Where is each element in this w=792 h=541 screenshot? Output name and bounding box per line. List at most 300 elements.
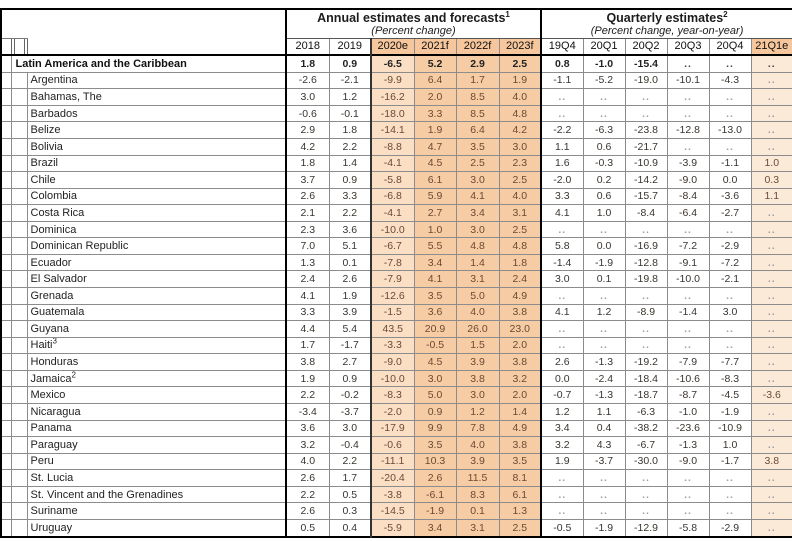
quarterly-value-cell: .. — [751, 403, 792, 420]
column-header-2020e: 2020e — [371, 38, 414, 55]
row-label: Barbados — [30, 107, 78, 120]
quarterly-value-cell: -16.9 — [625, 238, 667, 255]
indent-cell — [11, 155, 27, 172]
annual-value-cell: 2.4 — [286, 271, 329, 288]
annual-value-cell: 4.1 — [456, 188, 499, 205]
annual-value-cell: 4.0 — [499, 188, 541, 205]
quarterly-value-cell: .. — [709, 221, 751, 238]
quarterly-value-cell: -5.8 — [667, 519, 709, 537]
quarterly-value-cell: .. — [541, 221, 583, 238]
quarterly-value-cell: 5.8 — [541, 238, 583, 255]
annual-value-cell: -2.0 — [371, 403, 414, 420]
annual-value-cell: 6.4 — [414, 72, 456, 89]
quarterly-value-cell: -2.7 — [709, 205, 751, 222]
quarterly-value-cell: .. — [667, 470, 709, 487]
annual-value-cell: 1.0 — [414, 221, 456, 238]
quarterly-value-cell: 3.2 — [541, 437, 583, 454]
quarterly-value-cell: .. — [583, 503, 625, 520]
outline-gutter-cell — [1, 172, 11, 189]
row-label: Paraguay — [30, 438, 78, 451]
column-header-20Q1: 20Q1 — [583, 38, 625, 55]
country-row — [1, 437, 792, 454]
quarterly-value-cell: 3.4 — [541, 420, 583, 437]
quarterly-value-cell: 0.1 — [583, 271, 625, 288]
annual-value-cell: 0.5 — [329, 486, 371, 503]
row-label: Latin America and the Caribbean — [15, 57, 187, 70]
annual-value-cell: 3.0 — [456, 387, 499, 404]
quarterly-value-cell: -1.3 — [667, 437, 709, 454]
annual-value-cell: 0.9 — [329, 172, 371, 189]
indent-cell — [11, 387, 27, 404]
quarterly-value-cell: 0.2 — [583, 172, 625, 189]
annual-value-cell: 3.0 — [456, 221, 499, 238]
quarterly-value-cell: -21.7 — [625, 138, 667, 155]
quarterly-value-cell: .. — [583, 288, 625, 305]
quarterly-value-cell: .. — [541, 486, 583, 503]
annual-value-cell: 3.4 — [414, 519, 456, 537]
quarterly-value-cell: -1.4 — [541, 254, 583, 271]
quarterly-value-cell: -38.2 — [625, 420, 667, 437]
outline-gutter-cell — [1, 205, 11, 222]
quarterly-value-cell: -8.4 — [667, 188, 709, 205]
quarterly-value-cell: .. — [583, 89, 625, 106]
annual-value-cell: -3.3 — [371, 337, 414, 354]
country-name — [27, 354, 286, 371]
quarterly-value-cell: .. — [667, 221, 709, 238]
annual-section-header — [286, 9, 541, 38]
country-row — [1, 486, 792, 503]
outline-gutter-band — [1, 9, 27, 38]
annual-value-cell: 2.9 — [286, 122, 329, 139]
country-row — [1, 321, 792, 338]
indent-cell — [11, 420, 27, 437]
quarterly-value-cell: -8.7 — [667, 387, 709, 404]
quarterly-value-cell: .. — [667, 503, 709, 520]
row-label: Panama — [30, 422, 72, 435]
quarterly-value-cell: -6.7 — [625, 437, 667, 454]
indent-cell — [11, 470, 27, 487]
quarterly-value-cell: -9.0 — [667, 172, 709, 189]
quarterly-value-cell: 3.0 — [541, 271, 583, 288]
row-label: Brazil — [30, 157, 59, 170]
annual-value-cell: 9.9 — [414, 420, 456, 437]
annual-value-cell: 2.2 — [329, 453, 371, 470]
quarterly-value-cell: .. — [751, 55, 792, 72]
quarterly-value-cell: .. — [709, 55, 751, 72]
country-row — [1, 138, 792, 155]
quarterly-value-cell: .. — [751, 105, 792, 122]
annual-value-cell: 3.1 — [499, 205, 541, 222]
annual-value-cell: 1.7 — [286, 337, 329, 354]
annual-value-cell: 2.6 — [286, 470, 329, 487]
country-name — [27, 188, 286, 205]
country-name — [27, 321, 286, 338]
annual-value-cell: 3.3 — [329, 188, 371, 205]
indent-cell — [11, 486, 27, 503]
outline-gutter-cell — [1, 387, 11, 404]
annual-value-cell: -6.8 — [371, 188, 414, 205]
annual-value-cell: 2.6 — [286, 188, 329, 205]
quarterly-value-cell: 1.0 — [751, 155, 792, 172]
country-row — [1, 205, 792, 222]
quarterly-value-cell: 3.8 — [751, 453, 792, 470]
row-label: Belize — [30, 124, 61, 137]
column-header-2018: 2018 — [286, 38, 329, 55]
country-name — [27, 89, 286, 106]
quarterly-value-cell: .. — [541, 105, 583, 122]
quarterly-value-cell: .. — [751, 122, 792, 139]
indent-cell — [11, 89, 27, 106]
quarterly-value-cell: -7.7 — [709, 354, 751, 371]
indent-cell — [11, 271, 27, 288]
indent-cell — [11, 138, 27, 155]
annual-value-cell: 1.2 — [456, 403, 499, 420]
quarterly-value-cell: .. — [751, 354, 792, 371]
row-label: Ecuador — [30, 256, 72, 269]
quarterly-value-cell: -1.9 — [583, 254, 625, 271]
indent-cell — [11, 453, 27, 470]
annual-value-cell: -1.5 — [371, 304, 414, 321]
quarterly-value-cell: -10.6 — [667, 370, 709, 387]
annual-value-cell: 23.0 — [499, 321, 541, 338]
indent-cell — [11, 238, 27, 255]
annual-value-cell: 3.9 — [456, 453, 499, 470]
quarterly-value-cell: .. — [709, 138, 751, 155]
annual-value-cell: 5.9 — [414, 188, 456, 205]
annual-value-cell: 0.4 — [329, 519, 371, 537]
annual-value-cell: 4.1 — [414, 271, 456, 288]
country-row — [1, 503, 792, 520]
quarterly-value-cell: .. — [541, 288, 583, 305]
outline-gutter-cell — [1, 72, 11, 89]
quarterly-value-cell: .. — [625, 89, 667, 106]
row-label: Guatemala — [30, 306, 85, 319]
quarterly-value-cell: .. — [709, 288, 751, 305]
quarterly-value-cell: 0.0 — [583, 238, 625, 255]
outline-gutter-cell — [1, 453, 11, 470]
country-name — [27, 337, 286, 354]
country-row — [1, 221, 792, 238]
annual-value-cell: 1.8 — [286, 55, 329, 72]
country-row — [1, 122, 792, 139]
annual-value-cell: 1.9 — [499, 72, 541, 89]
quarterly-value-cell: .. — [751, 238, 792, 255]
annual-value-cell: -11.1 — [371, 453, 414, 470]
quarterly-value-cell: .. — [541, 89, 583, 106]
quarterly-value-cell: .. — [667, 138, 709, 155]
annual-value-cell: 4.9 — [499, 288, 541, 305]
quarterly-value-cell: .. — [751, 72, 792, 89]
quarterly-value-cell: .. — [709, 470, 751, 487]
annual-value-cell: 1.7 — [456, 72, 499, 89]
indent-cell — [11, 403, 27, 420]
row-label: Jamaica — [30, 372, 72, 385]
quarterly-value-cell: -4.5 — [709, 387, 751, 404]
annual-value-cell: 4.2 — [286, 138, 329, 155]
annual-value-cell: -0.1 — [329, 105, 371, 122]
country-row — [1, 72, 792, 89]
annual-value-cell: -7.8 — [371, 254, 414, 271]
quarterly-value-cell: .. — [709, 105, 751, 122]
annual-value-cell: 8.5 — [456, 105, 499, 122]
country-row — [1, 105, 792, 122]
quarterly-value-cell: -1.7 — [709, 453, 751, 470]
country-name — [27, 238, 286, 255]
quarterly-value-cell: -2.0 — [541, 172, 583, 189]
row-label: Grenada — [30, 289, 74, 302]
annual-value-cell: -6.7 — [371, 238, 414, 255]
indent-cell — [11, 205, 27, 222]
quarterly-value-cell: -13.0 — [709, 122, 751, 139]
quarterly-value-cell: 1.2 — [541, 403, 583, 420]
outline-gutter-cell — [1, 370, 11, 387]
quarterly-value-cell: -7.2 — [667, 238, 709, 255]
annual-value-cell: 1.9 — [329, 288, 371, 305]
quarterly-value-cell: .. — [625, 470, 667, 487]
indent-cell — [11, 188, 27, 205]
quarterly-value-cell: 4.3 — [583, 437, 625, 454]
annual-value-cell: 3.4 — [456, 205, 499, 222]
quarterly-value-cell: .. — [751, 89, 792, 106]
quarterly-value-cell: .. — [751, 304, 792, 321]
annual-value-cell: 2.2 — [286, 486, 329, 503]
quarterly-value-cell: -9.1 — [667, 254, 709, 271]
country-name — [27, 72, 286, 89]
annual-value-cell: 0.3 — [329, 503, 371, 520]
country-name — [27, 503, 286, 520]
quarterly-value-cell: 4.1 — [541, 304, 583, 321]
annual-value-cell: 4.2 — [499, 122, 541, 139]
quarterly-value-cell: -12.9 — [625, 519, 667, 537]
annual-value-cell: -5.9 — [371, 519, 414, 537]
quarterly-value-cell: .. — [625, 221, 667, 238]
quarterly-value-cell: .. — [751, 370, 792, 387]
quarterly-value-cell: -14.2 — [625, 172, 667, 189]
outline-gutter-cell — [1, 271, 11, 288]
annual-value-cell: 2.2 — [329, 138, 371, 155]
annual-value-cell: 1.8 — [329, 122, 371, 139]
annual-value-cell: 4.8 — [499, 105, 541, 122]
quarterly-value-cell: -3.6 — [751, 387, 792, 404]
outline-gutter-cell — [1, 221, 11, 238]
annual-value-cell: 0.9 — [329, 55, 371, 72]
annual-value-cell: -0.4 — [329, 437, 371, 454]
annual-value-cell: -14.1 — [371, 122, 414, 139]
country-name — [27, 138, 286, 155]
quarterly-value-cell: .. — [751, 254, 792, 271]
quarterly-value-cell: -18.4 — [625, 370, 667, 387]
quarterly-value-cell: -12.8 — [625, 254, 667, 271]
annual-value-cell: -14.5 — [371, 503, 414, 520]
annual-value-cell: 1.8 — [286, 155, 329, 172]
country-row — [1, 155, 792, 172]
quarterly-value-cell: .. — [667, 321, 709, 338]
annual-value-cell: 2.6 — [286, 503, 329, 520]
annual-value-cell: 6.4 — [456, 122, 499, 139]
outline-gutter-cell — [1, 437, 11, 454]
annual-value-cell: 10.3 — [414, 453, 456, 470]
outline-gutter-cell — [1, 288, 11, 305]
column-header-2022f: 2022f — [456, 38, 499, 55]
quarterly-value-cell: .. — [709, 321, 751, 338]
column-header-20Q3: 20Q3 — [667, 38, 709, 55]
quarterly-value-cell: .. — [541, 321, 583, 338]
quarterly-value-cell: 0.8 — [541, 55, 583, 72]
quarterly-value-cell: -2.2 — [541, 122, 583, 139]
annual-value-cell: 2.3 — [286, 221, 329, 238]
country-row — [1, 354, 792, 371]
annual-value-cell: 4.0 — [286, 453, 329, 470]
annual-value-cell: 2.7 — [329, 354, 371, 371]
annual-value-cell: 4.8 — [499, 238, 541, 255]
country-name — [27, 205, 286, 222]
quarterly-value-cell: -6.4 — [667, 205, 709, 222]
quarterly-value-cell: .. — [625, 337, 667, 354]
annual-value-cell: 2.0 — [414, 89, 456, 106]
country-row — [1, 172, 792, 189]
country-row — [1, 238, 792, 255]
outline-gutter-cell — [1, 105, 11, 122]
annual-value-cell: -3.8 — [371, 486, 414, 503]
outline-gutter-cell — [1, 238, 11, 255]
annual-value-cell: 2.2 — [329, 205, 371, 222]
indent-cell — [11, 437, 27, 454]
annual-value-cell: 3.6 — [286, 420, 329, 437]
quarterly-value-cell: .. — [625, 321, 667, 338]
annual-value-cell: 3.6 — [414, 304, 456, 321]
quarterly-value-cell: .. — [709, 89, 751, 106]
country-name — [27, 122, 286, 139]
annual-value-cell: 3.8 — [286, 354, 329, 371]
annual-value-cell: 4.0 — [456, 437, 499, 454]
annual-value-cell: 4.9 — [499, 420, 541, 437]
quarterly-value-cell: -0.5 — [541, 519, 583, 537]
annual-value-cell: 2.4 — [499, 271, 541, 288]
quarterly-value-cell: .. — [751, 337, 792, 354]
quarterly-value-cell: .. — [751, 437, 792, 454]
country-name — [27, 172, 286, 189]
annual-value-cell: 0.5 — [286, 519, 329, 537]
quarterly-value-cell: -1.9 — [583, 519, 625, 537]
annual-value-cell: 2.0 — [499, 387, 541, 404]
quarterly-value-cell: .. — [667, 105, 709, 122]
quarterly-value-cell: 0.3 — [751, 172, 792, 189]
annual-value-cell: 3.6 — [329, 221, 371, 238]
country-name — [27, 155, 286, 172]
quarterly-value-cell: .. — [667, 55, 709, 72]
quarterly-value-cell: -3.7 — [583, 453, 625, 470]
country-row — [1, 188, 792, 205]
outline-gutter-cell — [1, 55, 11, 72]
country-row — [1, 254, 792, 271]
annual-value-cell: -8.8 — [371, 138, 414, 155]
annual-value-cell: 2.6 — [329, 271, 371, 288]
cropped-text-strip — [0, 0, 792, 8]
quarterly-value-cell: .. — [667, 337, 709, 354]
annual-value-cell: 3.3 — [414, 105, 456, 122]
country-row — [1, 470, 792, 487]
country-name — [27, 519, 286, 537]
quarterly-value-cell: -7.2 — [709, 254, 751, 271]
annual-value-cell: 3.9 — [456, 354, 499, 371]
outline-gutter-cell — [1, 470, 11, 487]
annual-value-cell: 6.1 — [414, 172, 456, 189]
annual-value-cell: -9.0 — [371, 354, 414, 371]
outline-gutter-cell — [1, 420, 11, 437]
annual-value-cell: 5.2 — [414, 55, 456, 72]
annual-value-cell: 1.9 — [286, 370, 329, 387]
annual-value-cell: -1.9 — [414, 503, 456, 520]
outline-gutter-cell — [1, 38, 11, 55]
annual-value-cell: 5.0 — [414, 387, 456, 404]
quarterly-value-cell: -1.1 — [541, 72, 583, 89]
quarterly-footnote-marker: 2 — [723, 9, 728, 19]
column-header-21Q1e: 21Q1e — [751, 38, 792, 55]
annual-value-cell: 2.5 — [499, 519, 541, 537]
annual-value-cell: -0.5 — [414, 337, 456, 354]
annual-value-cell: -16.2 — [371, 89, 414, 106]
column-header-20Q4: 20Q4 — [709, 38, 751, 55]
annual-value-cell: 11.5 — [456, 470, 499, 487]
quarterly-value-cell: -3.9 — [667, 155, 709, 172]
quarterly-value-cell: .. — [709, 486, 751, 503]
indent-cell — [11, 519, 27, 537]
annual-value-cell: 3.8 — [499, 437, 541, 454]
annual-value-cell: 1.4 — [456, 254, 499, 271]
quarterly-value-cell: .. — [541, 503, 583, 520]
quarterly-value-cell: .. — [751, 205, 792, 222]
country-name — [27, 486, 286, 503]
quarterly-value-cell: .. — [625, 105, 667, 122]
row-label: Chile — [30, 173, 56, 186]
column-header-20Q2: 20Q2 — [625, 38, 667, 55]
quarterly-value-cell: 0.4 — [583, 420, 625, 437]
quarterly-value-cell: .. — [751, 503, 792, 520]
country-name — [27, 387, 286, 404]
annual-value-cell: -17.9 — [371, 420, 414, 437]
annual-value-cell: 4.1 — [286, 288, 329, 305]
annual-value-cell: 3.4 — [414, 254, 456, 271]
annual-value-cell: 3.5 — [414, 288, 456, 305]
row-label: Uruguay — [30, 521, 73, 534]
annual-value-cell: 8.5 — [456, 89, 499, 106]
indent-cell — [11, 304, 27, 321]
country-name — [27, 453, 286, 470]
annual-value-cell: 20.9 — [414, 321, 456, 338]
outline-gutter-cell — [14, 38, 24, 55]
annual-value-cell: 3.0 — [329, 420, 371, 437]
country-name — [27, 221, 286, 238]
annual-value-cell: 2.7 — [414, 205, 456, 222]
growth-estimates-table — [0, 8, 792, 538]
row-label: Nicaragua — [30, 405, 81, 418]
quarterly-value-cell: -1.1 — [709, 155, 751, 172]
quarterly-value-cell: -18.7 — [625, 387, 667, 404]
annual-value-cell: 26.0 — [456, 321, 499, 338]
country-row — [1, 288, 792, 305]
annual-value-cell: -10.0 — [371, 221, 414, 238]
quarterly-value-cell: .. — [583, 221, 625, 238]
annual-value-cell: 2.9 — [456, 55, 499, 72]
annual-value-cell: 4.8 — [456, 238, 499, 255]
annual-value-cell: 2.2 — [286, 387, 329, 404]
row-footnote-marker: 2 — [71, 370, 76, 379]
quarterly-value-cell: -6.3 — [625, 403, 667, 420]
quarterly-value-cell: .. — [709, 337, 751, 354]
quarterly-value-cell: -2.9 — [709, 519, 751, 537]
annual-value-cell: 2.5 — [499, 55, 541, 72]
annual-value-cell: 1.9 — [414, 122, 456, 139]
